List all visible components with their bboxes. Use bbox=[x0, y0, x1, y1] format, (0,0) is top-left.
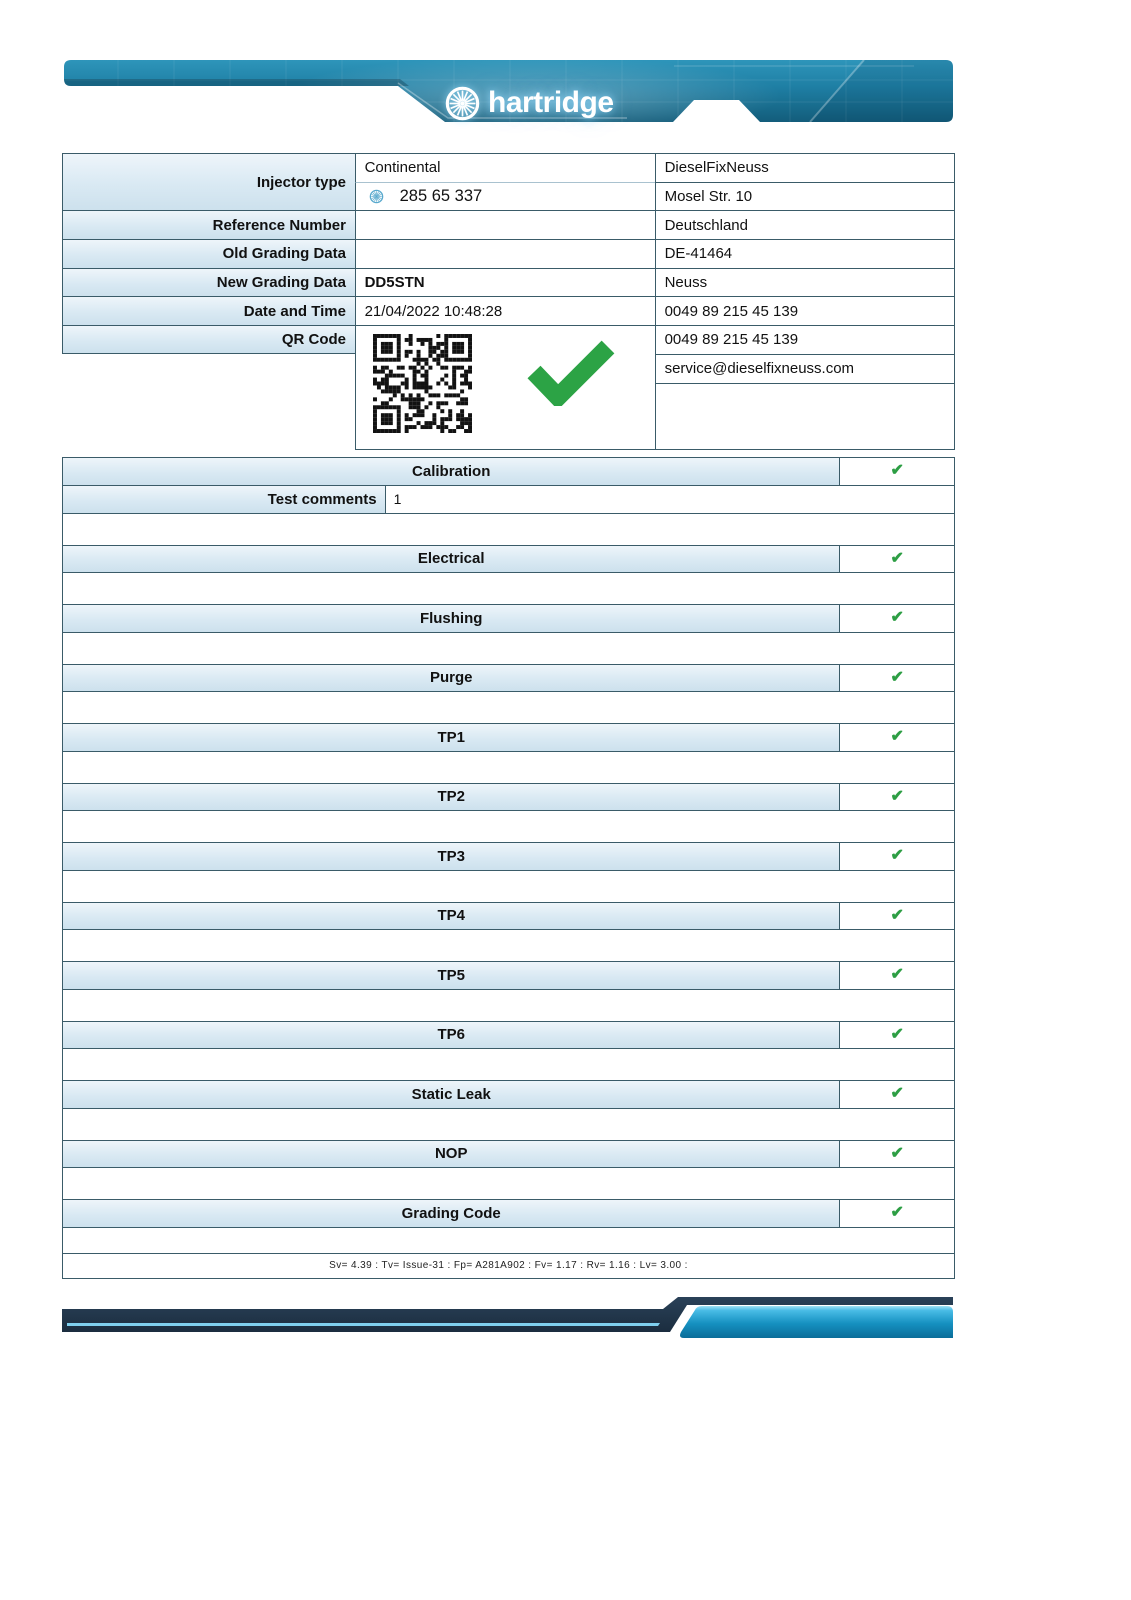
section-status-cell bbox=[840, 546, 954, 573]
reference-number-value bbox=[355, 210, 656, 239]
injector-number-value: 285 65 337 bbox=[399, 187, 483, 206]
sections-list bbox=[62, 457, 955, 1253]
workshop-column bbox=[655, 153, 955, 450]
section-label: Static Leak bbox=[63, 1081, 840, 1108]
section-label: TP6 bbox=[63, 1022, 840, 1049]
footer-banner bbox=[62, 1292, 955, 1344]
section-row-tp1 bbox=[62, 723, 955, 751]
section-row-static-leak bbox=[62, 1080, 955, 1108]
pass-check-icon bbox=[524, 340, 616, 406]
section-label: Flushing bbox=[63, 605, 840, 632]
spacer-row bbox=[62, 929, 955, 961]
section-row-grading-code bbox=[62, 1199, 955, 1227]
check-icon: ✔ bbox=[890, 1025, 904, 1043]
qr-code bbox=[373, 334, 472, 433]
test-comments-value: 1 bbox=[393, 491, 402, 507]
spacer-row bbox=[62, 751, 955, 783]
section-label: Calibration bbox=[63, 458, 840, 485]
check-icon: ✔ bbox=[890, 609, 904, 627]
workshop-postcode: DE-41464 bbox=[655, 239, 955, 268]
section-row-purge bbox=[62, 664, 955, 692]
check-icon: ✔ bbox=[890, 728, 904, 746]
section-status-cell bbox=[840, 458, 954, 485]
workshop-street: Mosel Str. 10 bbox=[655, 182, 955, 211]
section-label: Purge bbox=[63, 665, 840, 692]
spacer-row bbox=[62, 810, 955, 842]
workshop-country: Deutschland bbox=[655, 210, 955, 239]
injector-number-cell bbox=[355, 182, 656, 211]
section-row-tp2 bbox=[62, 783, 955, 811]
section-status-cell bbox=[840, 605, 954, 632]
section-row-calibration bbox=[62, 457, 955, 485]
section-status-cell bbox=[840, 1022, 954, 1049]
section-status-cell bbox=[840, 843, 954, 870]
new-grading-value: DD5STN bbox=[355, 268, 656, 297]
brand-logo bbox=[444, 84, 614, 122]
injector-type-label: Injector type bbox=[62, 153, 356, 210]
workshop-phone-2: 0049 89 215 45 139 bbox=[655, 325, 955, 354]
old-grading-value bbox=[355, 239, 656, 268]
section-status-cell bbox=[840, 1081, 954, 1108]
section-status-cell bbox=[840, 1141, 954, 1168]
section-label: TP3 bbox=[63, 843, 840, 870]
spacer-row bbox=[62, 691, 955, 723]
check-icon: ✔ bbox=[890, 847, 904, 865]
check-icon: ✔ bbox=[890, 906, 904, 924]
new-grading-label: New Grading Data bbox=[62, 268, 356, 297]
check-icon: ✔ bbox=[890, 462, 904, 480]
section-label: TP2 bbox=[63, 784, 840, 811]
workshop-name: DieselFixNeuss bbox=[655, 153, 955, 182]
test-comments-row bbox=[62, 485, 955, 513]
info-value-column bbox=[355, 153, 656, 450]
section-label: TP5 bbox=[63, 962, 840, 989]
qr-code-label: QR Code bbox=[62, 325, 356, 354]
brand-name: hartridge bbox=[488, 86, 614, 119]
old-grading-label: Old Grading Data bbox=[62, 239, 356, 268]
section-label: Grading Code bbox=[63, 1200, 840, 1227]
hartridge-wheel-icon bbox=[444, 85, 481, 122]
section-row-tp5 bbox=[62, 961, 955, 989]
workshop-email: service@dieselfixneuss.com bbox=[655, 354, 955, 383]
section-row-tp6 bbox=[62, 1021, 955, 1049]
section-row-electrical bbox=[62, 545, 955, 573]
section-status-cell bbox=[840, 724, 954, 751]
workshop-city: Neuss bbox=[655, 268, 955, 297]
section-row-tp3 bbox=[62, 842, 955, 870]
test-sections-table bbox=[62, 457, 955, 1279]
spacer-row bbox=[62, 989, 955, 1021]
section-row-nop bbox=[62, 1140, 955, 1168]
check-icon: ✔ bbox=[890, 668, 904, 686]
date-time-label: Date and Time bbox=[62, 296, 356, 325]
check-icon: ✔ bbox=[890, 1085, 904, 1103]
workshop-empty-cell bbox=[655, 383, 955, 450]
section-label: Electrical bbox=[63, 546, 840, 573]
injector-wheel-icon bbox=[369, 189, 384, 204]
reference-number-label: Reference Number bbox=[62, 210, 356, 239]
section-status-cell bbox=[840, 665, 954, 692]
section-label: NOP bbox=[63, 1141, 840, 1168]
spacer-row bbox=[62, 1108, 955, 1140]
check-icon: ✔ bbox=[890, 549, 904, 567]
spacer-row bbox=[62, 1167, 955, 1199]
qr-code-cell bbox=[355, 325, 656, 450]
spacer-row bbox=[62, 572, 955, 604]
section-row-tp4 bbox=[62, 902, 955, 930]
section-status-cell bbox=[840, 784, 954, 811]
info-label-column bbox=[62, 153, 356, 354]
version-info-text: Sv= 4.39 : Tv= Issue-31 : Fp= A281A902 : Fv= 1.17 : Rv= 1.16 : Lv= 3.00 : bbox=[329, 1260, 688, 1271]
injector-make-value: Continental bbox=[355, 153, 656, 182]
section-label: TP1 bbox=[63, 724, 840, 751]
check-icon: ✔ bbox=[890, 1204, 904, 1222]
workshop-phone-1: 0049 89 215 45 139 bbox=[655, 296, 955, 325]
section-label: TP4 bbox=[63, 903, 840, 930]
spacer-row bbox=[62, 870, 955, 902]
section-row-flushing bbox=[62, 604, 955, 632]
spacer-row bbox=[62, 513, 955, 545]
test-comments-label: Test comments bbox=[63, 486, 386, 513]
spacer-row bbox=[62, 632, 955, 664]
spacer-row bbox=[62, 1227, 955, 1253]
section-status-cell bbox=[840, 1200, 954, 1227]
date-time-value: 21/04/2022 10:48:28 bbox=[355, 296, 656, 325]
section-status-cell bbox=[840, 962, 954, 989]
check-icon: ✔ bbox=[890, 787, 904, 805]
check-icon: ✔ bbox=[890, 966, 904, 984]
check-icon: ✔ bbox=[890, 1144, 904, 1162]
section-status-cell bbox=[840, 903, 954, 930]
version-info-row bbox=[62, 1253, 955, 1279]
spacer-row bbox=[62, 1048, 955, 1080]
